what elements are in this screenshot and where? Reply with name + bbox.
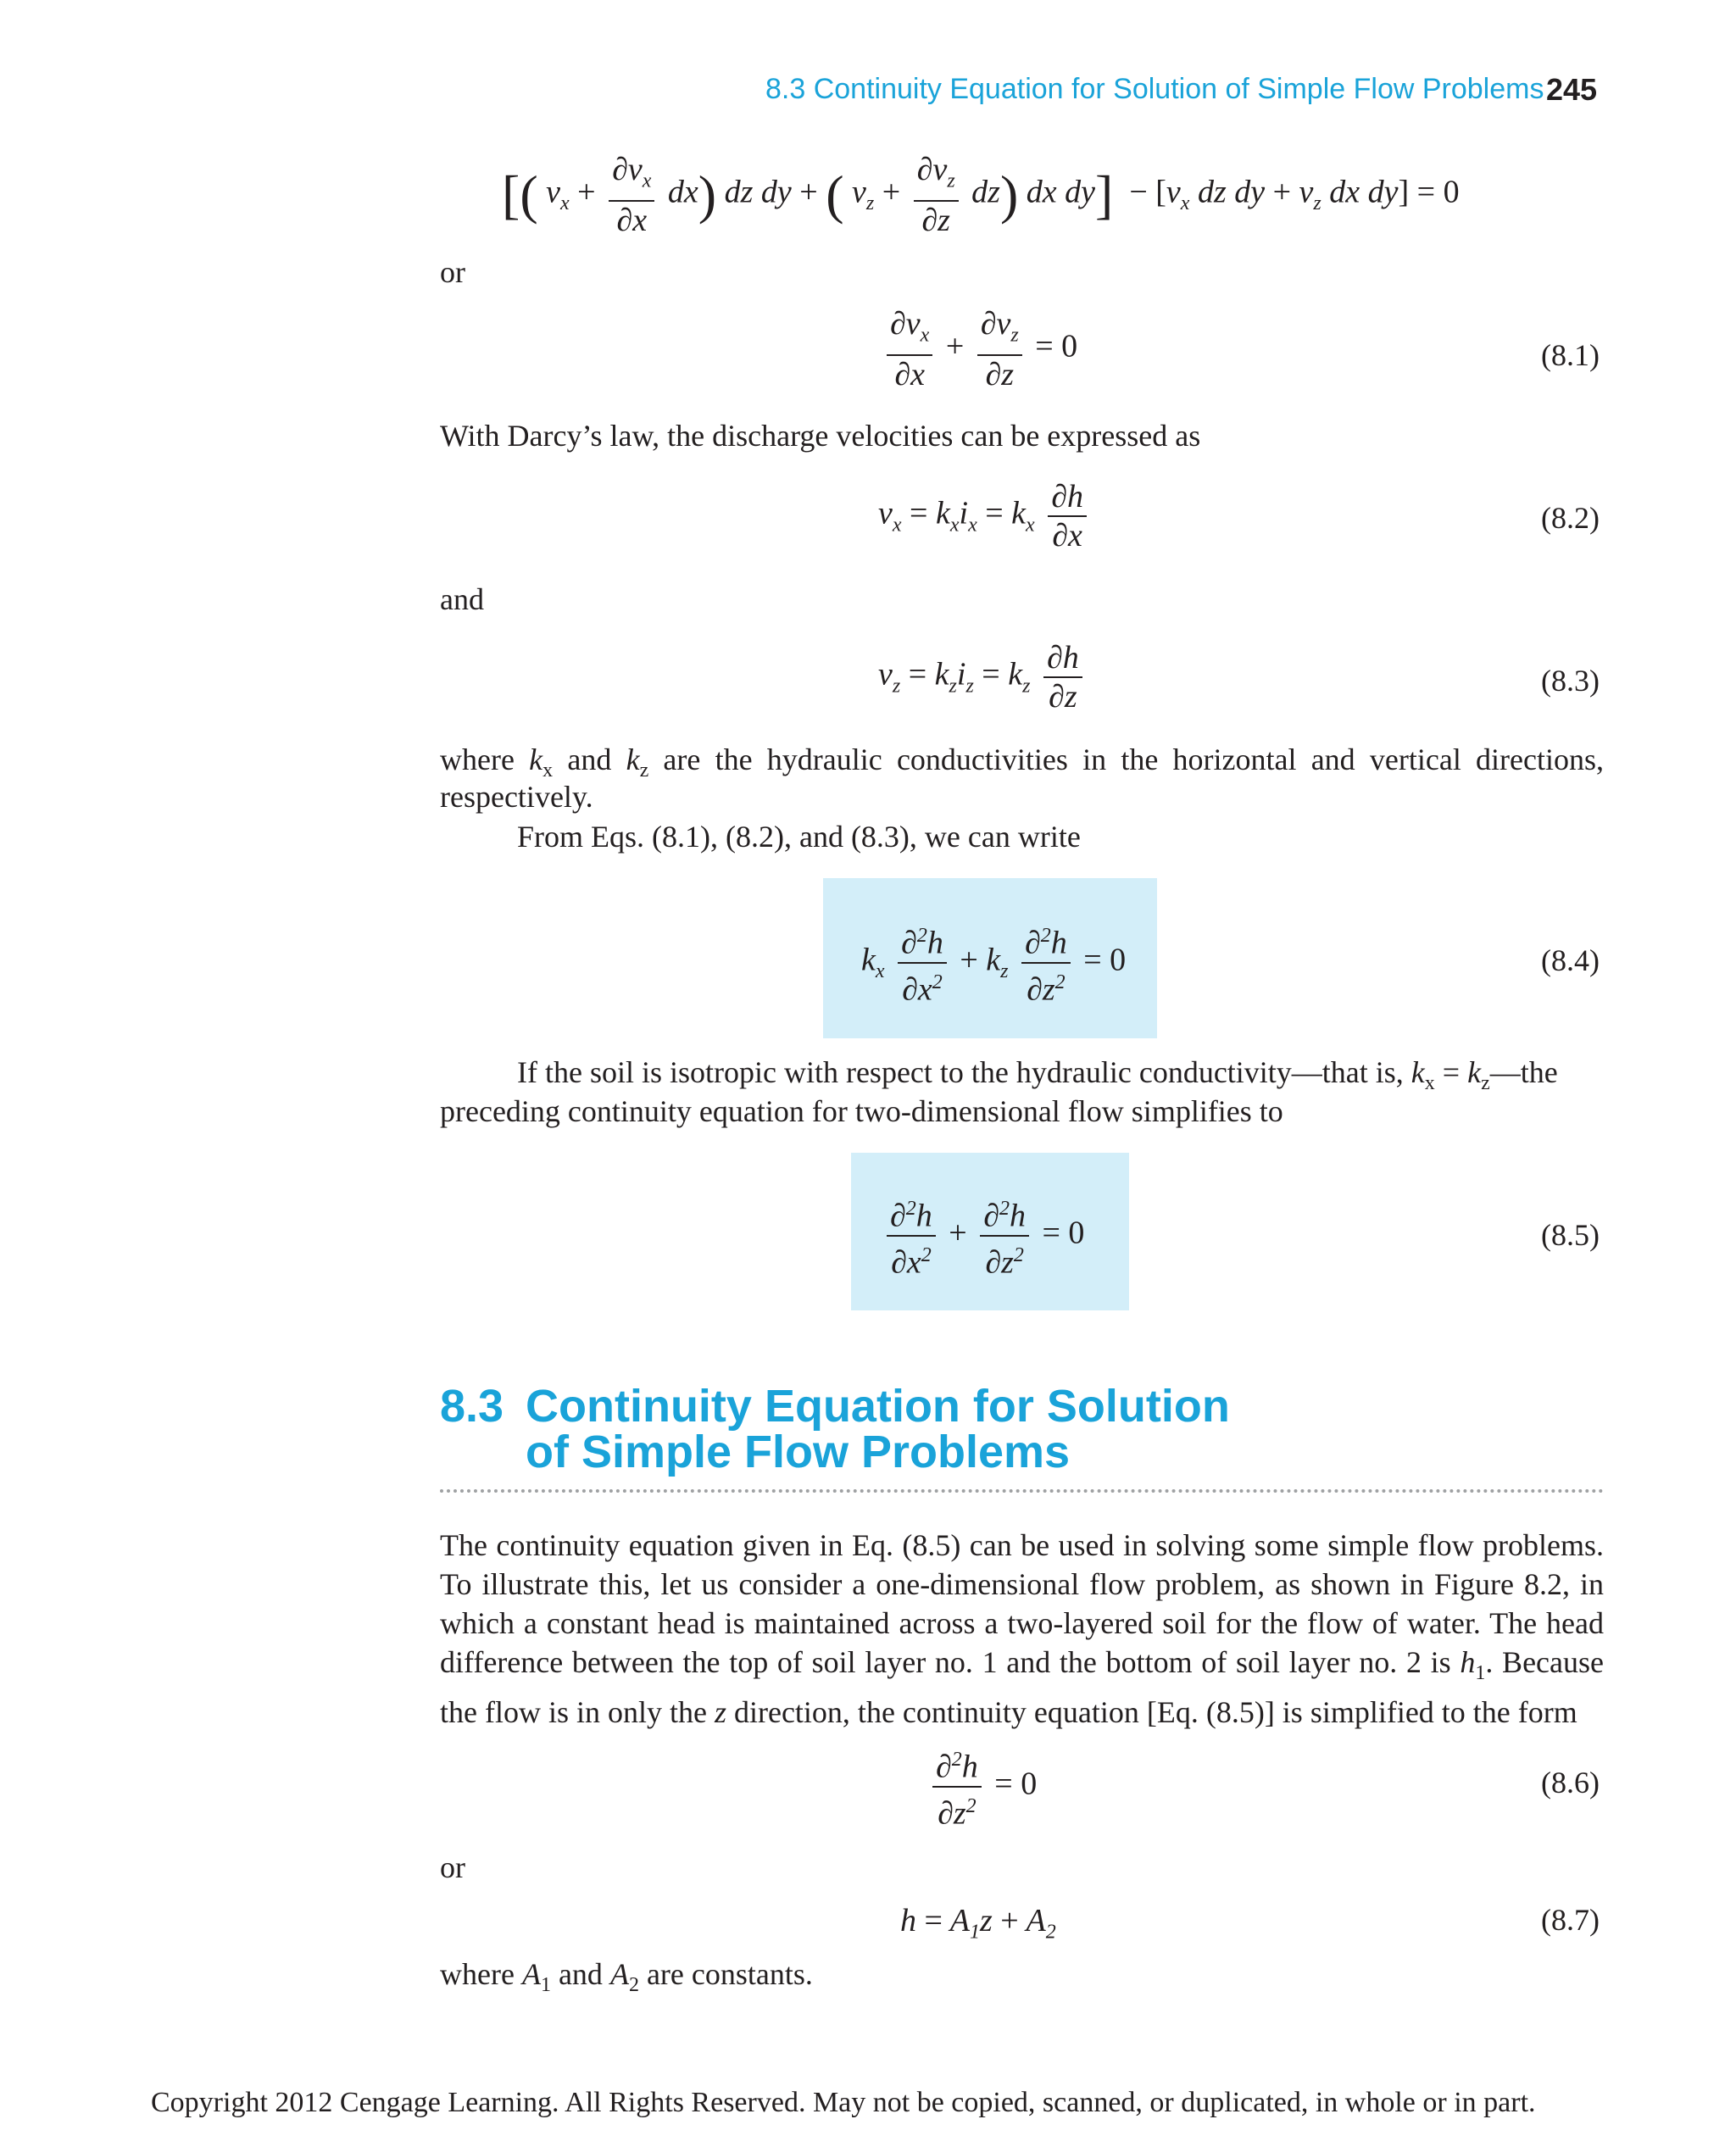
equation-number-8-4: (8.4) [1541,943,1600,977]
page-number: 245 [1546,72,1598,107]
paragraph-from-eqs: From Eqs. (8.1), (8.2), and (8.3), we can write [517,820,1081,854]
equation-number-8-3: (8.3) [1541,664,1600,698]
equation-8-7: $h = A_1z + A_2$ [900,1903,1056,1944]
running-header-title: 8.3 Continuity Equation for Solution of Simple Flow Problems [765,73,1544,105]
text-and: and [440,582,484,616]
equation-number-8-1: (8.1) [1541,338,1600,372]
text-or-2: or [440,1850,465,1884]
section-number: 8.3 [440,1381,504,1432]
equation-number-8-5: (8.5) [1541,1218,1600,1252]
text-respectively: respectively. [440,780,593,814]
equation-8-2: $v_x = k_xi_x = k_x$ $\frac{\partial h}{\partial x}$ [878,478,1092,554]
footer-copyright: Copyright 2012 Cengage Learning. All Rights Reserved. May not be copied, scanned, or duplicated, in whole or in part. [151,2087,1536,2118]
equation-number-8-2: (8.2) [1541,501,1600,535]
equation-8-5: $\frac{\partial^2h}{\partial x^2}$ + $\frac{\partial^2h}{\partial z^2}$ = 0 [882,1190,1084,1281]
paragraph-darcy-intro: With Darcy’s law, the discharge velocities can be expressed as [440,419,1201,453]
section-divider [440,1489,1604,1493]
section-title-line1: Continuity Equation for Solution [526,1381,1230,1432]
equation-continuity-expanded: [( $v_x$ + $\frac{\partial v_x}{\partial x}$ dx) dz dy + ( $v_z$ + $\frac{\partial v_z}{\partial z}$ dz) dx $dy] - [v_x$ dz dy + $v_z$ dx dy] = 0 [502,152,1460,238]
equation-8-4: $k_x$ $\frac{\partial^2h}{\partial x^2}$ + $k_z$ $\frac{\partial^2h}{\partial z^2}$ = 0 [861,917,1126,1008]
equation-8-6: $\frac{\partial^2h}{\partial z^2}$ = 0 [927,1741,1037,1832]
section-title-line2: of Simple Flow Problems [526,1427,1071,1477]
text-or-1: or [440,255,465,289]
equation-number-8-6: (8.6) [1541,1766,1600,1799]
paragraph-isotropic-line1: If the soil is isotropic with respect to the hydraulic conductivity—that is, $k_x$ = $k_z—the$ [517,1055,1558,1095]
paragraph-isotropic-line2: preceding continuity equation for two-dimensional flow simplifies to [440,1094,1283,1128]
equation-8-1: $\frac{\partial v_x}{\partial x}$ + $\frac{\partial v_z}{\partial z}$ = 0 [882,305,1077,393]
paragraph-where-kx-kz: where $k_x$ and $k_z$ are the hydraulic conductivities in the horizontal and vertical directions, [440,743,1605,782]
paragraph-continuity-body: The continuity equation given in Eq. (8.5) can be used in solving some simple flow problems. To illustrate this, let us consider a one-dimensional flow problem, as shown in Figure 8.2, in which a constant head is maintained across a two-layered soil for the flow of water. The head difference between the top of soil layer no. 1 and the bottom of soil layer no. 2 is $h_1$. Because the flow is in only the z direction, the continuity equation [Eq. (8.5)] is simplified to the form [440,1528,1604,1730]
paragraph-where-constants: where $A_1$ and $A_2$ are constants. [440,1957,813,1997]
equation-number-8-7: (8.7) [1541,1903,1600,1937]
equation-8-3: $v_z = k_zi_z = k_z$ $\frac{\partial h}{\partial z}$ [878,639,1088,715]
